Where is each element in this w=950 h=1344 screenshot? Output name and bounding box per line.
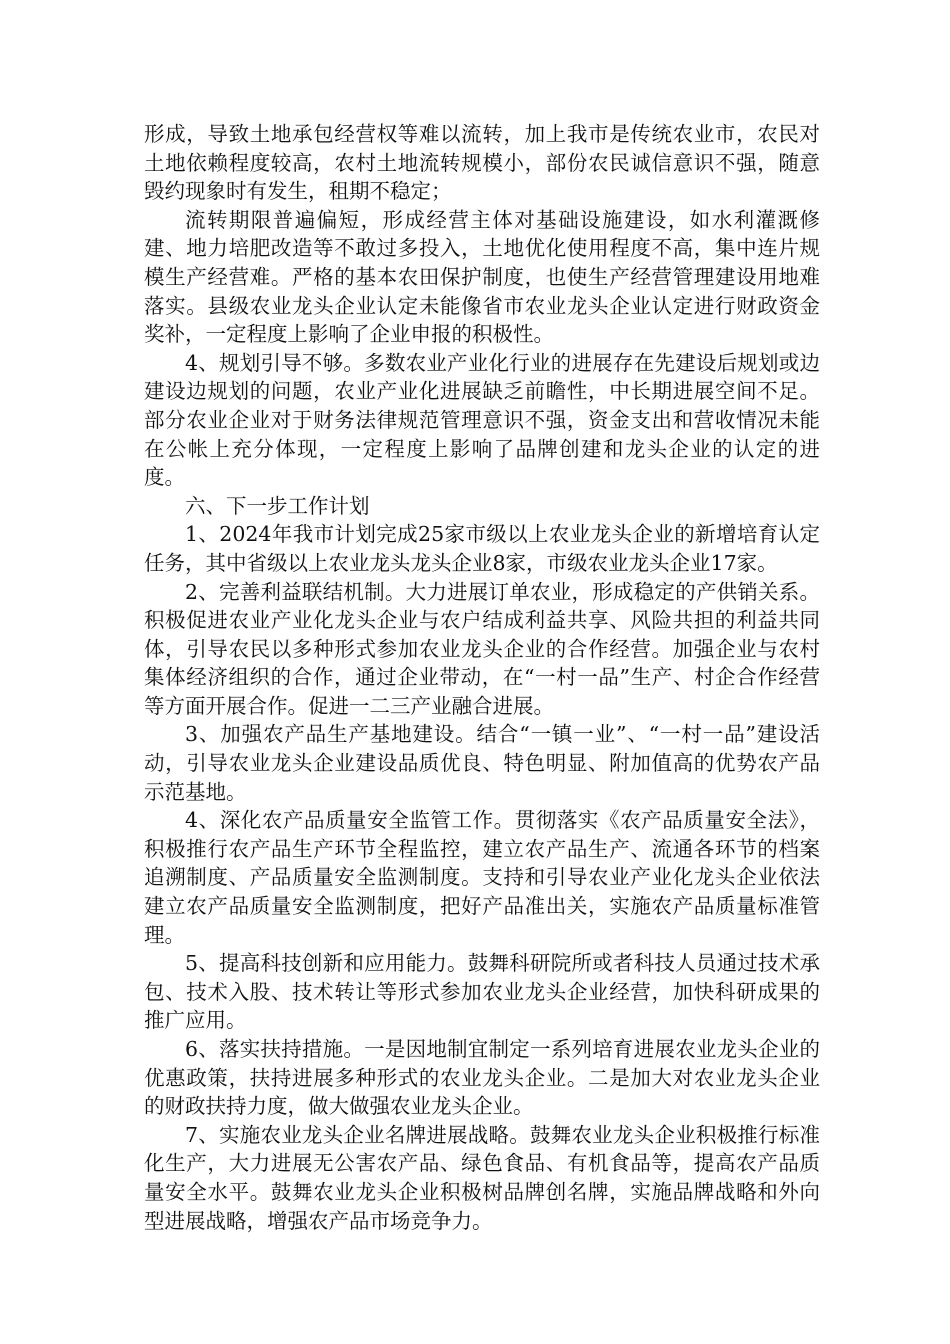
document-body xyxy=(144,120,820,1235)
plan-item-3: 3、加强农产品生产基地建设。结合“一镇一业”、“一村一品”建设活动，引导农业龙头企业建设品质优良、特色明显、附加值高的优势农产品示范基地。 xyxy=(144,722,820,804)
plan-item-7: 7、实施农业龙头企业名牌进展战略。鼓舞农业龙头企业积极推行标准化生产，大力进展无公害农产品、绿色食品、有机食品等，提高农产品质量安全水平。鼓舞农业龙头企业积极树品牌创名牌，实施品牌战略和外向型进展战略，增强农产品市场竞争力。 xyxy=(144,1122,820,1233)
section-heading-next-steps: 六、下一步工作计划 xyxy=(185,493,370,518)
plan-item-1: 1、2024年我市计划完成25家市级以上农业龙头企业的新增培育认定任务，其中省级以上农业龙头龙头企业8家，市级农业龙头企业17家。 xyxy=(144,522,820,575)
plan-item-6: 6、落实扶持措施。一是因地制宜制定一系列培育进展农业龙头企业的优惠政策，扶持进展多种形式的农业龙头企业。二是加大对农业龙头企业的财政扶持力度，做大做强农业龙头企业。 xyxy=(144,1037,820,1119)
paragraph-continuation: 形成，导致土地承包经营权等难以流转，加上我市是传统农业市，农民对土地依赖程度较高，农村土地流转规模小，部份农民诚信意识不强，随意毁约现象时有发生，租期不稳定； xyxy=(144,122,820,204)
paragraph-transfer-term: 流转期限普遍偏短，形成经营主体对基础设施建设，如水利灌溉修建、地力培肥改造等不敢过多投入，土地优化使用程度不高，集中连片规模生产经营难。严格的基本农田保护制度，也使生产经营管理建设用地难落实。县级农业龙头企业认定未能像省市农业龙头企业认定进行财政资金奖补，一定程度上影响了企业申报的积极性。 xyxy=(144,207,820,347)
plan-item-4: 4、深化农产品质量安全监管工作。贯彻落实《农产品质量安全法》，积极推行农产品生产环节全程监控，建立农产品生产、流通各环节的档案追溯制度、产品质量安全监测制度。支持和引导农业产业化龙头企业依法建立农产品质量安全监测制度，把好产品准出关，实施农产品质量标准管理。 xyxy=(144,808,820,947)
plan-item-2: 2、完善利益联结机制。大力进展订单农业，形成稳定的产供销关系。积极促进农业产业化龙头企业与农户结成利益共享、风险共担的利益共同体，引导农民以多种形式参加农业龙头企业的合作经营。加强企业与农村集体经济组织的合作，通过企业带动，在“一村一品”生产、村企合作经营等方面开展合作。促进一二三产业融合进展。 xyxy=(144,579,820,718)
paragraph-planning-guidance: 4、规划引导不够。多数农业产业化行业的进展存在先建设后规划或边建设边规划的问题，农业产业化进展缺乏前瞻性，中长期进展空间不足。部分农业企业对于财务法律规范管理意识不强，资金支出和营收情况未能在公帐上充分体现，一定程度上影响了品牌创建和龙头企业的认定的进度。 xyxy=(144,350,820,490)
plan-item-5: 5、提高科技创新和应用能力。鼓舞科研院所或者科技人员通过技术承包、技术入股、技术转让等形式参加农业龙头企业经营，加快科研成果的推广应用。 xyxy=(144,951,820,1033)
